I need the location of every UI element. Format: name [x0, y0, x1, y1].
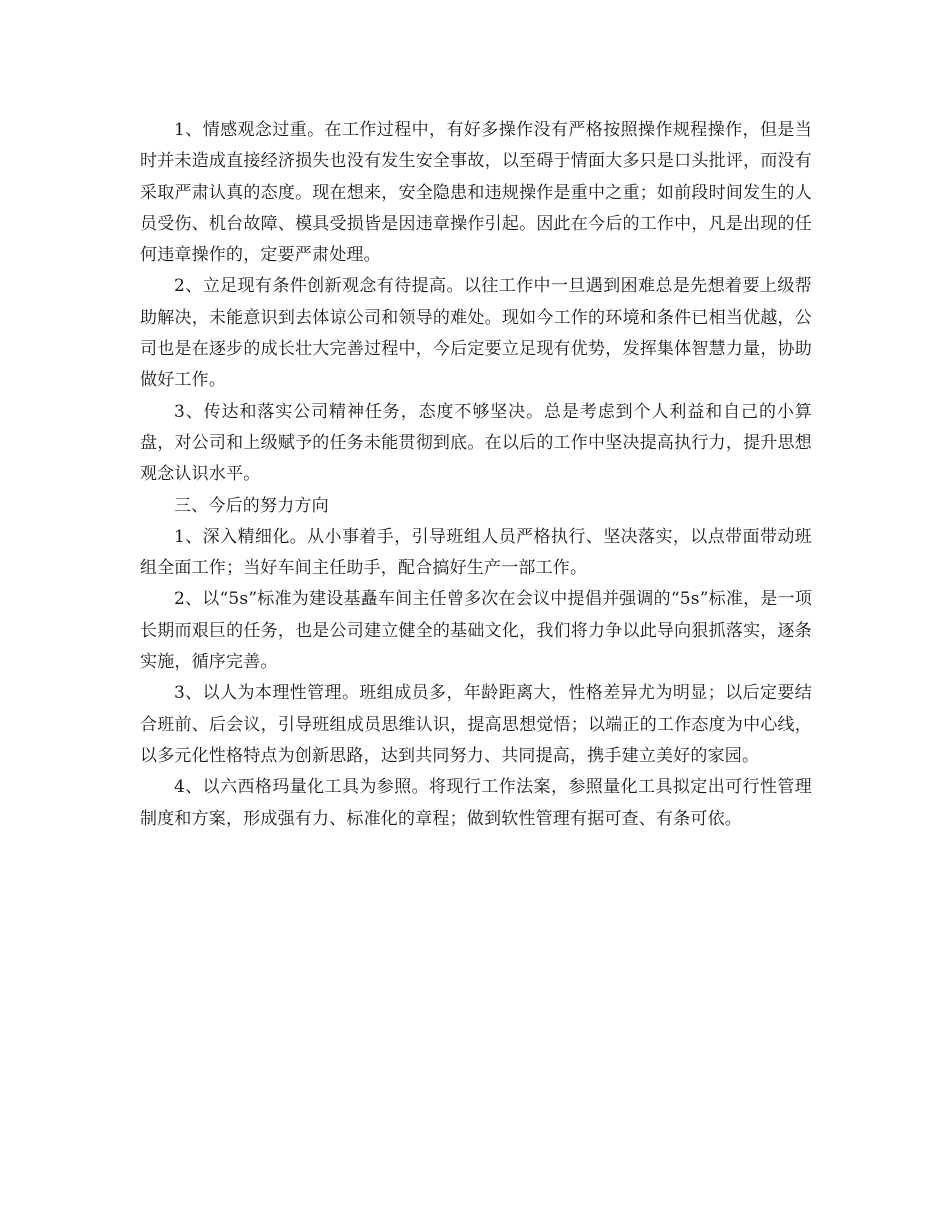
section-heading: 三、今后的努力方向 — [174, 495, 329, 516]
paragraph-direction-1: 1、深入精细化。从小事着手，引导班组人员严格执行、坚决落实，以点带面带动班组全面工作；当好车间主任助手，配合搞好生产一部工作。 — [140, 526, 812, 579]
paragraph-problem-3: 3、传达和落实公司精神任务，态度不够坚决。总是考虑到个人利益和自己的小算盘，对公司和上级赋予的任务未能贯彻到底。在以后的工作中坚决提高执行力，提升思想观念认识水平。 — [140, 401, 812, 485]
paragraph-problem-2: 2、立足现有条件创新观念有待提高。以往工作中一旦遇到困难总是先想着要上级帮助解决，未能意识到去体谅公司和领导的难处。现如今工作的环境和条件已相当优越，公司也是在逐步的成长壮大完善过程中，今后定要立足现有优势，发挥集体智慧力量，协助做好工作。 — [140, 276, 812, 391]
paragraph-problem-1: 1、情感观念过重。在工作过程中，有好多操作没有严格按照操作规程操作，但是当时并未造成直接经济损失也没有发生安全事故，以至碍于情面大多只是口头批评，而没有采取严肃认真的态度。现在想来，安全隐患和违规操作是重中之重；如前段时间发生的人员受伤、机台故障、模具受损皆是因违章操作引起。因此在今后的工作中，凡是出现的任何违章操作的，定要严肃处理。 — [140, 120, 812, 266]
paragraph-direction-4: 4、以六西格玛量化工具为参照。将现行工作法案，参照量化工具拟定出可行性管理制度和方案，形成强有力、标准化的章程；做到软性管理有据可查、有条可依。 — [140, 777, 812, 829]
paragraph-direction-3: 3、以人为本理性管理。班组成员多，年龄距离大，性格差异尤为明显；以后定要结合班前、后会议，引导班组成员思维认识，提高思想觉悟；以端正的工作态度为中心线，以多元化性格特点为创新思路，达到共同努力、共同提高，携手建立美好的家园。 — [140, 683, 812, 766]
paragraph-direction-2: 2、以“5s”标准为建设基矗车间主任曾多次在会议中提倡并强调的“5s”标准，是一项长期而艰巨的任务，也是公司建立健全的基础文化，我们将力争以此导向狠抓落实，逐条实施，循序完善。 — [140, 589, 812, 673]
document-body — [140, 115, 812, 835]
